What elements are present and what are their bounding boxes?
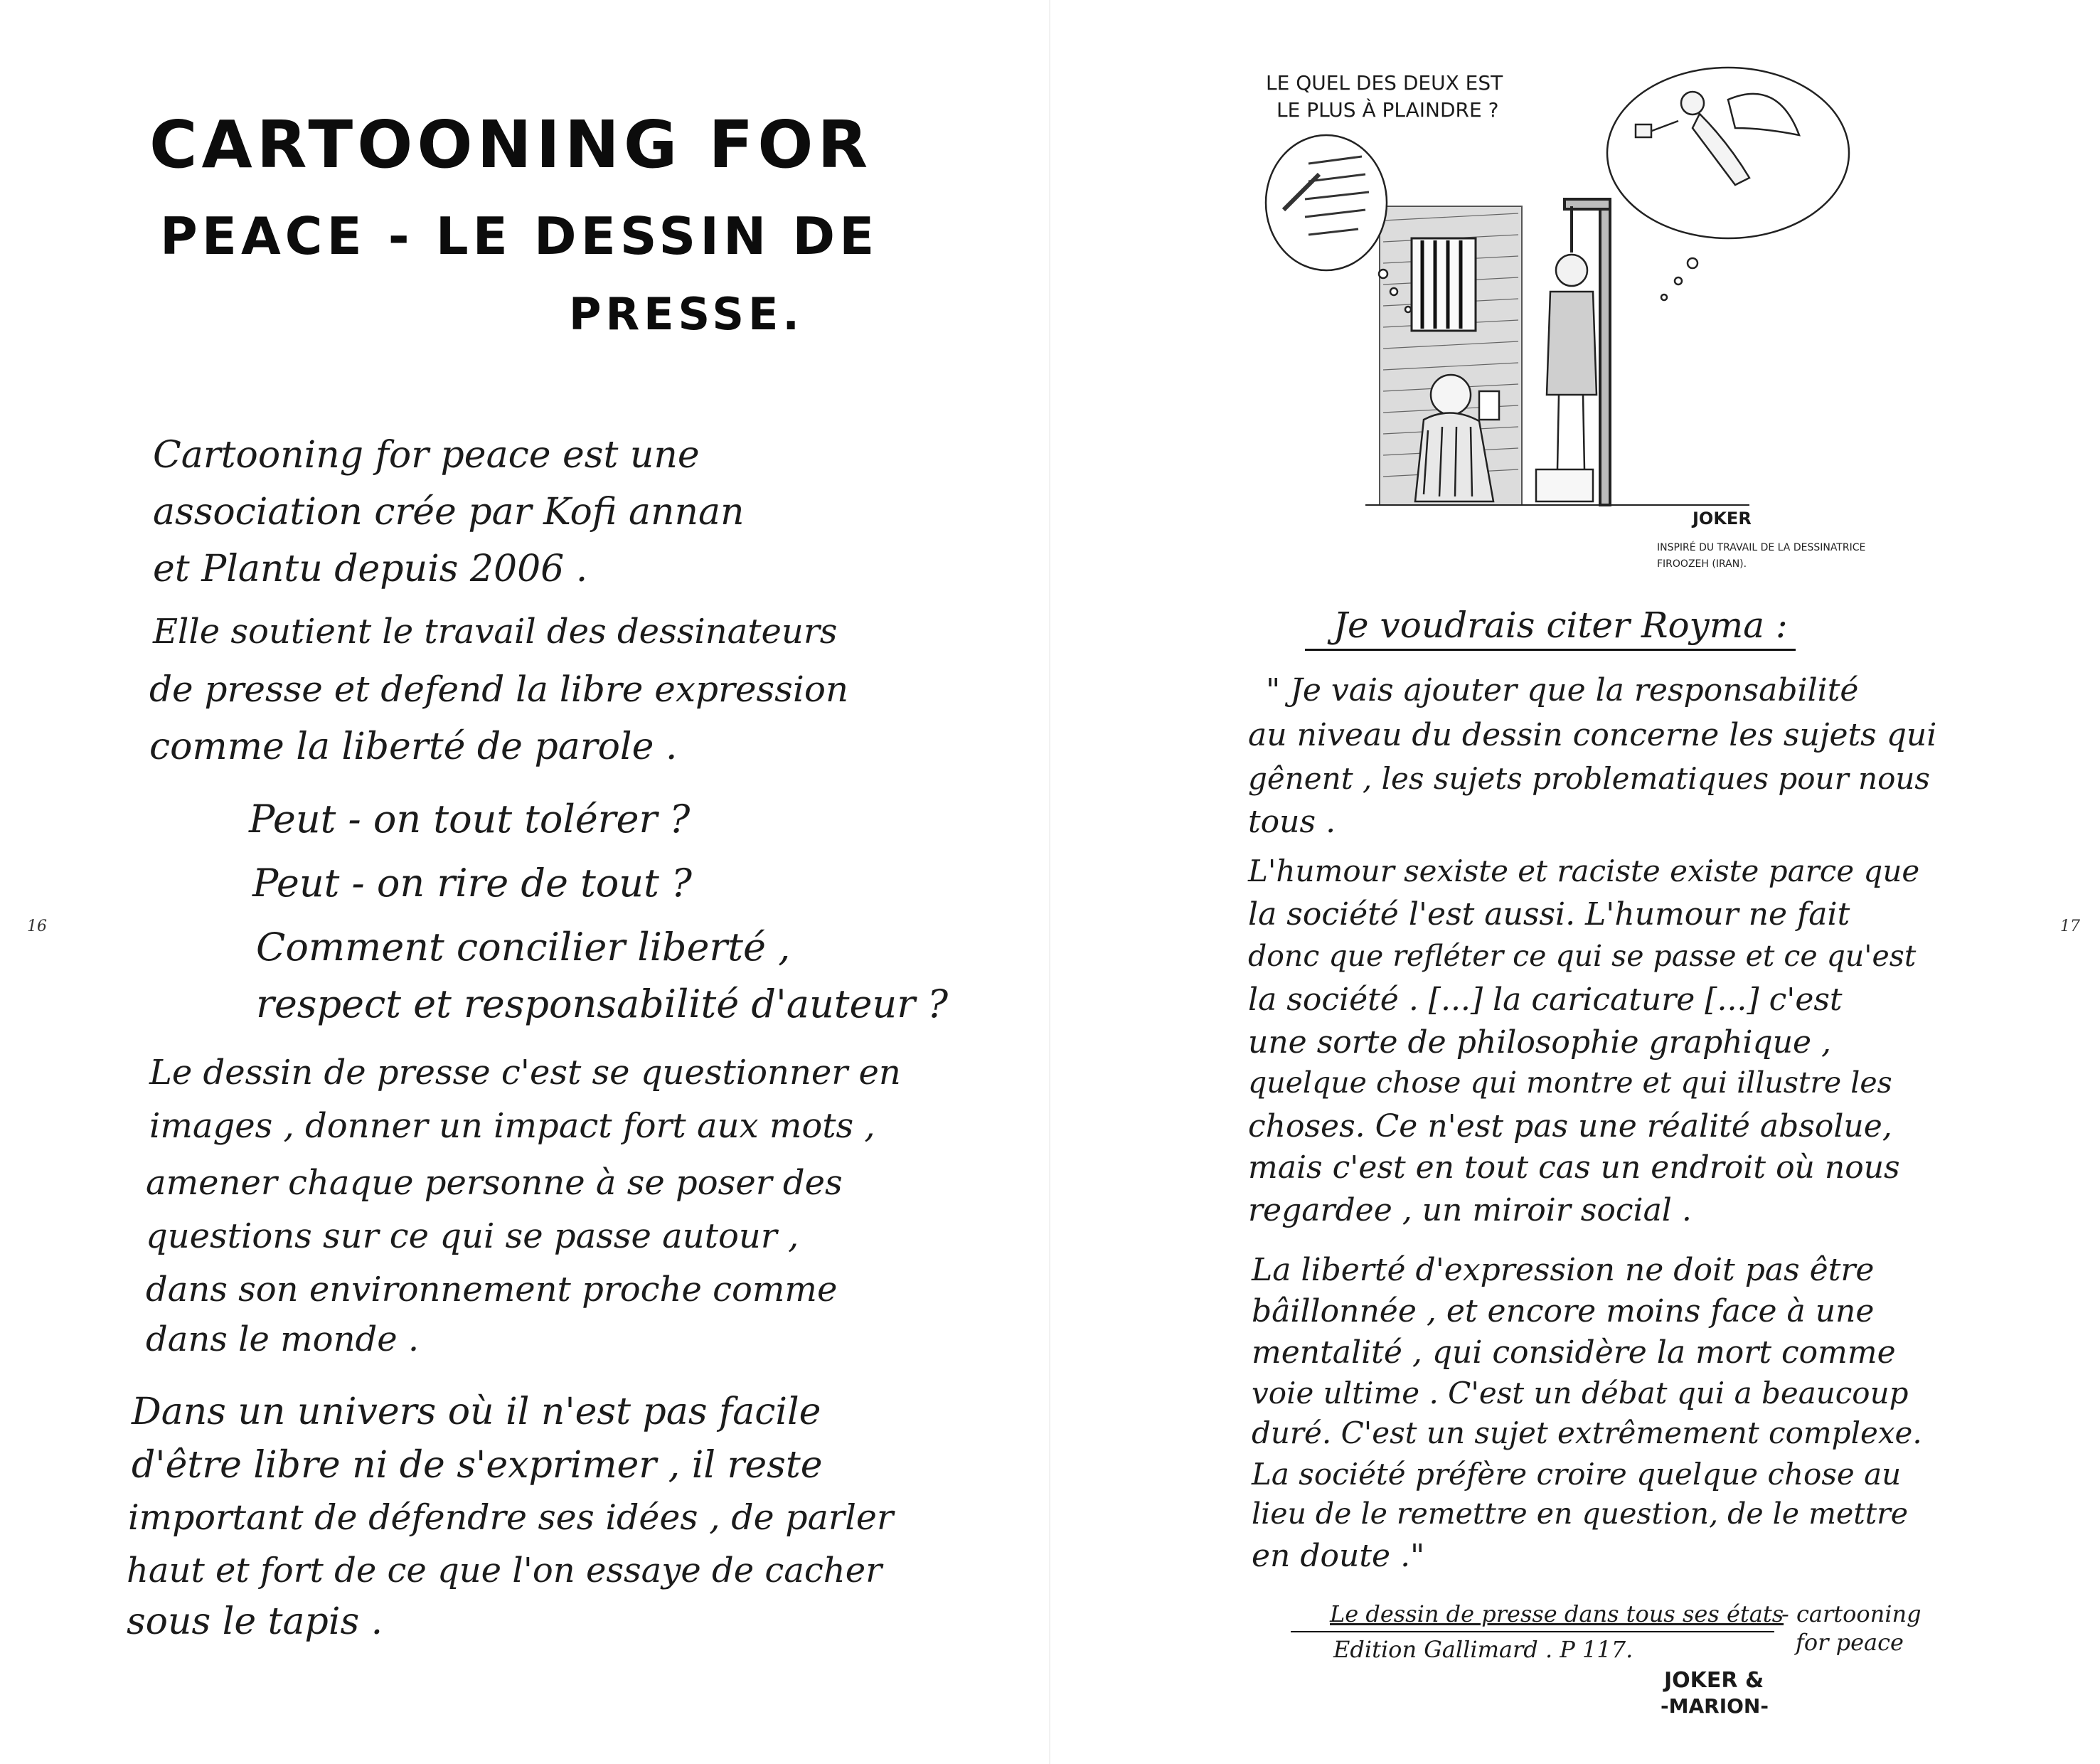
thought-bubble-right — [1607, 68, 1849, 300]
quote-line: quelque chose qui montre et qui illustre les — [1248, 1066, 1892, 1100]
source-org: - cartooning — [1781, 1600, 1922, 1627]
cartoon-caption-line-1: LE QUEL DES DEUX EST — [1266, 71, 1503, 95]
quote-line: lieu de le remettre en question, de le mettre — [1252, 1497, 1909, 1531]
cartoon-signature: JOKER — [1693, 509, 1752, 528]
question-line: respect et responsabilité d'auteur ? — [256, 982, 949, 1026]
quote-line: donc que refléter ce qui se passe et ce qu'est — [1248, 939, 1917, 973]
quote-heading: Je voudrais citer Royma : — [1333, 605, 1788, 646]
title-line-3: PRESSE. — [569, 288, 804, 340]
barred-window — [1412, 238, 1476, 331]
quote-line: bâillonnée , et encore moins face à une — [1252, 1293, 1875, 1329]
quote-line: La liberté d'expression ne doit pas être — [1252, 1252, 1875, 1288]
paragraph-2-line: images , donner un impact fort aux mots , — [149, 1106, 875, 1146]
paragraph-3-line: Dans un univers où il n'est pas facile — [132, 1391, 821, 1433]
hanged-figure — [1536, 255, 1597, 501]
quote-line: une sorte de philosophie graphique , — [1248, 1024, 1832, 1061]
page-number-left: 16 — [27, 918, 47, 935]
paragraph-3-line: haut et fort de ce que l'on essaye de cacher — [127, 1551, 883, 1590]
cartoon-credit-line-1: INSPIRÉ DU TRAVAIL DE LA DESSINATRICE — [1657, 542, 1866, 553]
quote-line: en doute ." — [1252, 1538, 1425, 1574]
page-number-right: 17 — [2060, 918, 2080, 935]
quote-line: tous . — [1248, 804, 1336, 840]
intro-line: comme la liberté de parole . — [149, 726, 678, 768]
quote-line: duré. C'est un sujet extrêmement complexe. — [1252, 1415, 1922, 1450]
paragraph-2-line: Le dessin de presse c'est se questionner en — [149, 1053, 901, 1093]
intro-line: Cartooning for peace est une — [153, 434, 700, 477]
quote-line: L'humour sexiste et raciste existe parce que — [1248, 854, 1920, 888]
quote-line: mais c'est en tout cas un endroit où nous — [1248, 1149, 1900, 1186]
cartoon-credit-line-2: FIROOZEH (IRAN). — [1657, 558, 1747, 570]
intro-line: de presse et defend la libre expression — [149, 669, 849, 710]
quote-line: regardee , un miroir social . — [1248, 1192, 1692, 1228]
intro-line: association crée par Kofi annan — [153, 491, 745, 533]
paragraph-3-line: d'être libre ni de s'exprimer , il reste — [132, 1444, 823, 1487]
quote-line: gênent , les sujets problematiques pour nous — [1248, 761, 1930, 796]
quote-line: la société l'est aussi. L'humour ne fait — [1248, 896, 1850, 933]
quote-line: " Je vais ajouter que la responsabilité — [1266, 672, 1859, 708]
heading-underline — [1305, 649, 1796, 651]
quote-line: au niveau du dessin concerne les sujets qui — [1248, 717, 1937, 753]
cartoon-illustration — [1237, 57, 1877, 555]
intro-line: et Plantu depuis 2006 . — [153, 548, 588, 590]
quote-line: La société préfère croire quelque chose au — [1252, 1457, 1902, 1492]
source-underline — [1291, 1631, 1774, 1632]
question-line: Peut - on tout tolérer ? — [249, 797, 691, 841]
question-line: Peut - on rire de tout ? — [252, 861, 692, 905]
question-line: Comment concilier liberté , — [256, 925, 791, 969]
source-edition: Edition Gallimard . P 117. — [1333, 1636, 1633, 1663]
quote-line: choses. Ce n'est pas une réalité absolue, — [1248, 1108, 1892, 1144]
paragraph-2-line: amener chaque personne à se poser des — [146, 1163, 843, 1203]
title-line-1: CARTOONING FOR — [149, 107, 873, 183]
quote-line: la société . [...] la caricature [...] c'est — [1248, 982, 1843, 1018]
paragraph-2-line: dans son environnement proche comme — [146, 1270, 838, 1309]
source-org-2: for peace — [1796, 1629, 1904, 1656]
intro-line: Elle soutient le travail des dessinateurs — [153, 612, 838, 652]
paragraph-3-line: important de défendre ses idées , de parler — [128, 1497, 894, 1538]
paragraph-3-line: sous le tapis . — [127, 1600, 383, 1643]
authors-line-1: JOKER & — [1664, 1668, 1764, 1693]
quote-line: voie ultime . C'est un débat qui a beaucoup — [1252, 1376, 1909, 1410]
paragraph-2-line: questions sur ce qui se passe autour , — [146, 1216, 799, 1256]
authors-line-2: -MARION- — [1661, 1694, 1769, 1718]
quote-line: mentalité , qui considère la mort comme — [1252, 1334, 1896, 1371]
cartoon-caption-line-2: LE PLUS À PLAINDRE ? — [1276, 98, 1499, 122]
paragraph-2-line: dans le monde . — [146, 1319, 420, 1359]
title-line-2: PEACE - LE DESSIN DE — [160, 206, 879, 266]
source-book-title: Le dessin de presse dans tous ses états — [1330, 1600, 1784, 1627]
